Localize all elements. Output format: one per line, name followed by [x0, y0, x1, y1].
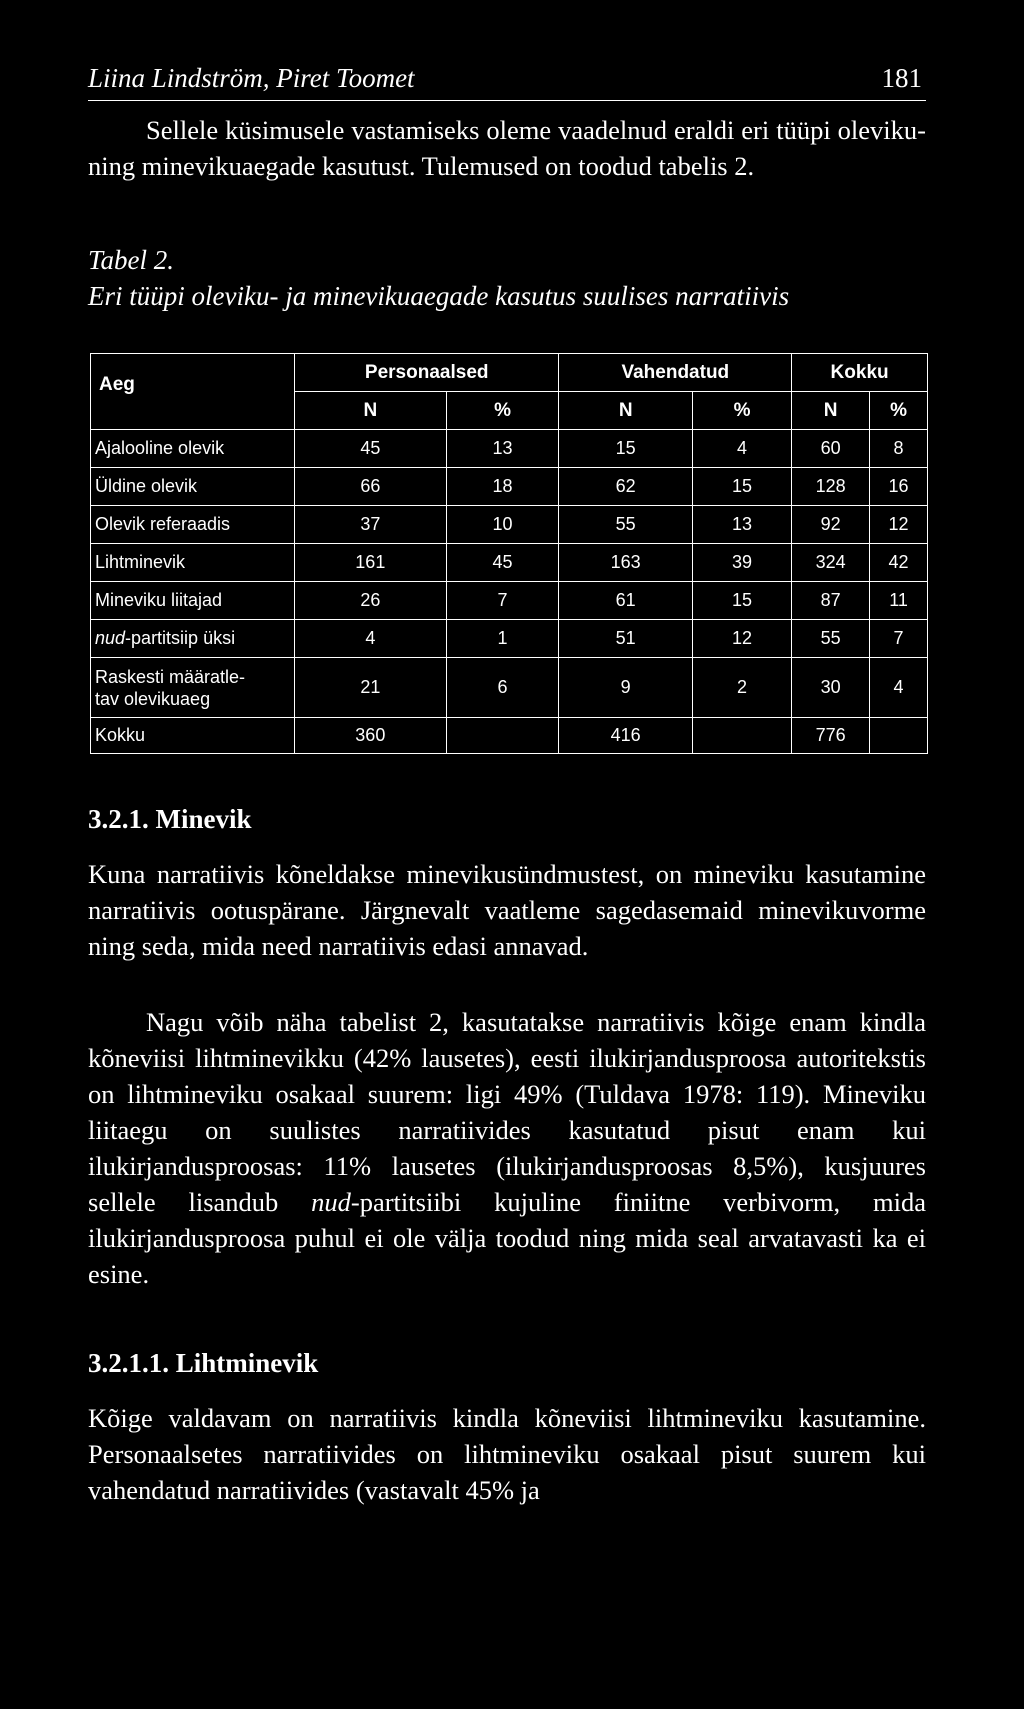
- row-label-line: tav olevikuaeg: [95, 688, 211, 709]
- cell: 42: [870, 544, 928, 582]
- cell: [446, 718, 559, 754]
- running-header: [88, 56, 926, 101]
- section-3211-paragraph: Kõige valdavam on narratiivis kindla kõneviisi lihtmineviku kasutamine. Personaalsetes narratiivides on lihtmineviku osakaal pisut suurem kui vahendatud narratiivides (vastavalt 45% ja: [88, 1403, 926, 1505]
- table-row: [91, 430, 928, 468]
- data-table: [90, 353, 928, 754]
- group-header-vahendatud: Vahendatud: [559, 354, 792, 392]
- section-heading-321: 3.2.1. Minevik: [88, 804, 252, 834]
- row-label: Kokku: [91, 718, 295, 754]
- italic-term: nud: [311, 1187, 351, 1217]
- row-label-line: Raskesti määratle-: [95, 666, 246, 687]
- cell: 87: [792, 582, 870, 620]
- cell: 26: [295, 582, 447, 620]
- cell: 12: [692, 620, 791, 658]
- col-header-aeg: Aeg: [91, 354, 295, 430]
- cell: 7: [870, 620, 928, 658]
- cell: 30: [792, 658, 870, 718]
- cell: 18: [446, 468, 559, 506]
- cell: 15: [559, 430, 692, 468]
- cell: 9: [559, 658, 692, 718]
- subheader: N: [559, 392, 692, 430]
- intro-paragraph: Sellele küsimusele vastamiseks oleme vaadelnud eraldi eri tüüpi oleviku- ning minevikuaegade kasutust. Tulemused on toodud tabelis 2.: [88, 115, 926, 181]
- cell: 62: [559, 468, 692, 506]
- table-row: [91, 582, 928, 620]
- row-label: Üldine olevik: [91, 468, 295, 506]
- section-321-paragraph-1: Kuna narratiivis kõneldakse minevikusündmustest, on mineviku kasutamine narratiivis ootuspärane. Järgnevalt vaatleme sagedasemaid minevikuvorme ning seda, mida need narratiivis edasi annavad.: [88, 859, 926, 961]
- section-321-paragraph-2: Nagu võib näha tabelist 2, kasutatakse narratiivis kõige enam kindla kõneviisi lihtminevikku (42% lausetes), eesti ilukirjandusproosa autoritekstis on lihtmineviku osakaal suurem: ligi 49% (Tuldava 1978: 119). Mineviku liitaegu on suulistes narratiivides kasutatud pisut enam kui ilukirjandusproosas: 11% lausetes (ilukirjandusproosas 8,5%), kusjuures sellele lisandub nud-partitsiibi kujuline finiitne verbivorm, mida ilukirjandusproosa puhul ei ole välja toodud ning mida seal arvatavasti ka ei esine.: [88, 1007, 926, 1289]
- row-label: Mineviku liitajad: [91, 582, 295, 620]
- table-caption-title: Eri tüüpi oleviku- ja minevikuaegade kasutus suulises narratiivis: [88, 281, 790, 311]
- header-authors: Liina Lindström, Piret Toomet: [88, 63, 415, 93]
- cell: 45: [295, 430, 447, 468]
- cell: 6: [446, 658, 559, 718]
- cell: 161: [295, 544, 447, 582]
- cell: 66: [295, 468, 447, 506]
- cell: 45: [446, 544, 559, 582]
- row-label: [91, 620, 295, 658]
- cell: 21: [295, 658, 447, 718]
- cell: 92: [792, 506, 870, 544]
- cell: 8: [870, 430, 928, 468]
- table-row: [91, 658, 928, 718]
- subheader: %: [692, 392, 791, 430]
- table-caption-label: Tabel 2.: [88, 245, 175, 275]
- cell: 60: [792, 430, 870, 468]
- cell: 15: [692, 468, 791, 506]
- cell: 55: [792, 620, 870, 658]
- cell: 15: [692, 582, 791, 620]
- row-label: Olevik referaadis: [91, 506, 295, 544]
- subheader: %: [870, 392, 928, 430]
- cell: 39: [692, 544, 791, 582]
- subheader: N: [295, 392, 447, 430]
- table-row: [91, 506, 928, 544]
- cell: 360: [295, 718, 447, 754]
- table-row: [91, 468, 928, 506]
- subheader: N: [792, 392, 870, 430]
- row-label: [91, 658, 295, 718]
- row-label: Lihtminevik: [91, 544, 295, 582]
- cell: [692, 718, 791, 754]
- page-number: 181: [881, 63, 922, 93]
- group-header-personaalsed: Personaalsed: [295, 354, 559, 392]
- section-heading-3211: 3.2.1.1. Lihtminevik: [88, 1348, 319, 1378]
- cell: 4: [295, 620, 447, 658]
- cell: 16: [870, 468, 928, 506]
- row-label: Ajalooline olevik: [91, 430, 295, 468]
- cell: 37: [295, 506, 447, 544]
- cell: 2: [692, 658, 791, 718]
- table-caption: [88, 242, 968, 314]
- cell: 13: [446, 430, 559, 468]
- cell: 324: [792, 544, 870, 582]
- cell: 416: [559, 718, 692, 754]
- row-label-rest: -partitsiip üksi: [125, 628, 236, 648]
- cell: 13: [692, 506, 791, 544]
- cell: 11: [870, 582, 928, 620]
- cell: [870, 718, 928, 754]
- table-row: [91, 620, 928, 658]
- cell: 61: [559, 582, 692, 620]
- cell: 1: [446, 620, 559, 658]
- subheader: %: [446, 392, 559, 430]
- table-row: [91, 544, 928, 582]
- cell: 51: [559, 620, 692, 658]
- table-total-row: [91, 718, 928, 754]
- cell: 10: [446, 506, 559, 544]
- cell: 4: [692, 430, 791, 468]
- cell: 163: [559, 544, 692, 582]
- cell: 12: [870, 506, 928, 544]
- cell: 55: [559, 506, 692, 544]
- cell: 128: [792, 468, 870, 506]
- group-header-kokku: Kokku: [792, 354, 928, 392]
- cell: 776: [792, 718, 870, 754]
- cell: 7: [446, 582, 559, 620]
- cell: 4: [870, 658, 928, 718]
- row-label-italic: nud: [95, 628, 126, 648]
